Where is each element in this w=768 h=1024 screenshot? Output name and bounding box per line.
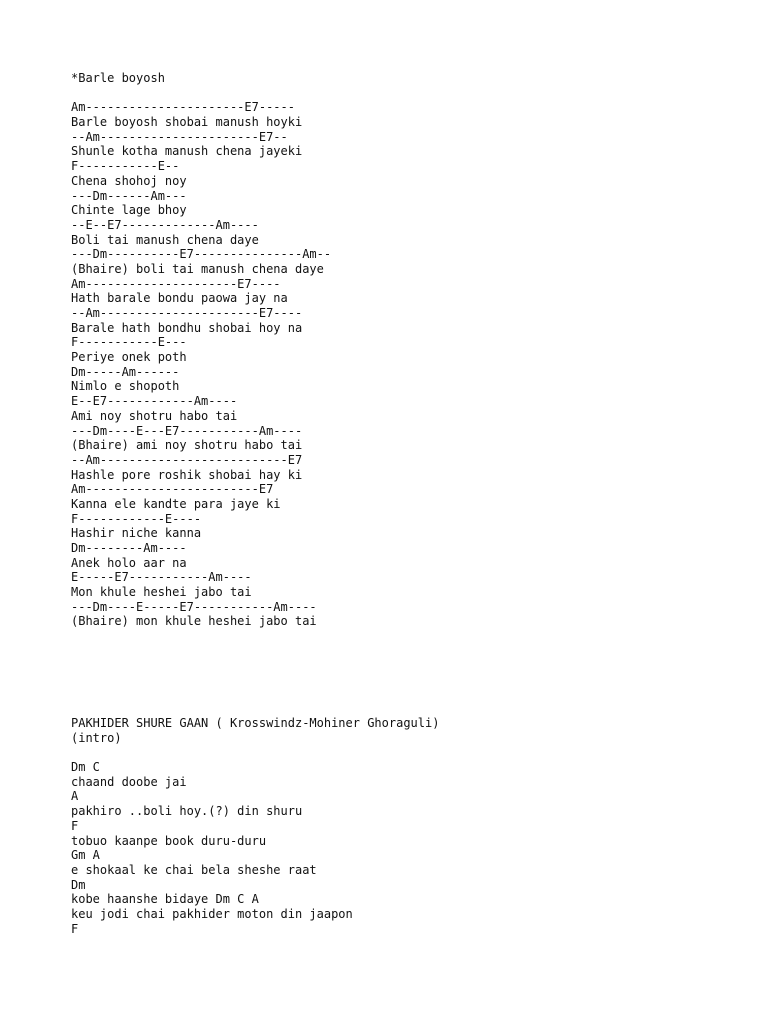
lyric-line: F-----------E--- xyxy=(71,335,187,350)
lyric-line: --E--E7-------------Am---- xyxy=(71,217,259,232)
lyric-line: Barale hath bondhu shobai hoy na xyxy=(71,320,303,335)
lyric-line: Anek holo aar na xyxy=(71,555,187,570)
lyric-line: chaand doobe jai xyxy=(71,774,187,789)
lyric-line: tobuo kaanpe book duru-duru xyxy=(71,833,267,848)
lyric-line: (Bhaire) boli tai manush chena daye xyxy=(71,261,324,276)
lyric-line: pakhiro ..boli hoy.(?) din shuru xyxy=(71,804,303,819)
lyric-line: kobe haanshe bidaye Dm C A xyxy=(71,892,259,907)
lyric-line: Periye onek poth xyxy=(71,350,187,365)
lyric-line: (Bhaire) mon khule heshei jabo tai xyxy=(71,614,317,629)
lyric-line: ---Dm----E---E7-----------Am---- xyxy=(71,423,303,438)
lyrics-block xyxy=(71,86,761,629)
lyric-line: Mon khule heshei jabo tai xyxy=(71,585,252,600)
lyric-line: F------------E---- xyxy=(71,511,202,526)
lyric-line: Dm--------Am---- xyxy=(71,541,187,555)
lyric-line: F xyxy=(71,921,79,936)
lyric-line: keu jodi chai pakhider moton din jaapon xyxy=(71,906,353,921)
lyric-line: Am------------------------E7 xyxy=(71,482,274,497)
lyric-line: Shunle kotha manush chena jayeki xyxy=(71,144,303,159)
lyric-line: A xyxy=(71,789,79,804)
lyric-line: Hashle pore roshik shobai hay ki xyxy=(71,467,303,482)
lyric-line: --Am----------------------E7-- xyxy=(71,129,288,144)
lyric-line: Dm xyxy=(71,877,86,892)
lyric-line: (Bhaire) ami noy shotru habo tai xyxy=(71,438,303,453)
blank-line xyxy=(71,86,761,101)
song-title: PAKHIDER SHURE GAAN ( Krosswindz-Mohiner Ghoraguli) xyxy=(71,716,440,730)
lyric-line: E-----E7-----------Am---- xyxy=(71,570,252,585)
lyric-line: Am----------------------E7----- xyxy=(71,100,295,115)
lyric-line: Dm-----Am------ xyxy=(71,364,180,379)
lyric-line: Gm A xyxy=(71,848,100,863)
lyric-line: Ami noy shotru habo tai xyxy=(71,408,238,423)
song-title: *Barle boyosh xyxy=(71,71,165,85)
lyric-line: Dm C xyxy=(71,760,100,775)
song-sheet xyxy=(71,71,761,936)
lyric-line: e shokaal ke chai bela sheshe raat xyxy=(71,862,317,877)
lyric-line: Chena shohoj noy xyxy=(71,173,187,188)
lyric-line: Hath barale bondu paowa jay na xyxy=(71,291,288,306)
lyric-line: ---Dm----------E7---------------Am-- xyxy=(71,247,332,262)
lyric-line: ---Dm----E-----E7-----------Am---- xyxy=(71,599,317,614)
lyric-line: Nimlo e shopoth xyxy=(71,379,180,394)
lyrics-block xyxy=(71,731,761,937)
song-barle-boyosh xyxy=(71,71,761,629)
song-pakhider-shure-gaan xyxy=(71,716,761,936)
lyric-line: F-----------E-- xyxy=(71,159,180,174)
lyric-line: Barle boyosh shobai manush hoyki xyxy=(71,115,303,130)
blank-line xyxy=(71,745,761,760)
lyric-line: Chinte lage bhoy xyxy=(71,203,187,218)
lyric-line: Hashir niche kanna xyxy=(71,526,202,541)
lyric-line: --Am--------------------------E7 xyxy=(71,452,303,467)
lyric-line: E--E7------------Am---- xyxy=(71,394,238,409)
lyric-line: Am---------------------E7---- xyxy=(71,276,281,291)
lyric-line: F xyxy=(71,818,79,833)
lyric-line: ---Dm------Am--- xyxy=(71,188,187,203)
lyric-line: (intro) xyxy=(71,730,122,745)
lyric-line: --Am----------------------E7---- xyxy=(71,306,303,320)
lyric-line: Boli tai manush chena daye xyxy=(71,232,259,247)
lyric-line: Kanna ele kandte para jaye ki xyxy=(71,496,281,511)
